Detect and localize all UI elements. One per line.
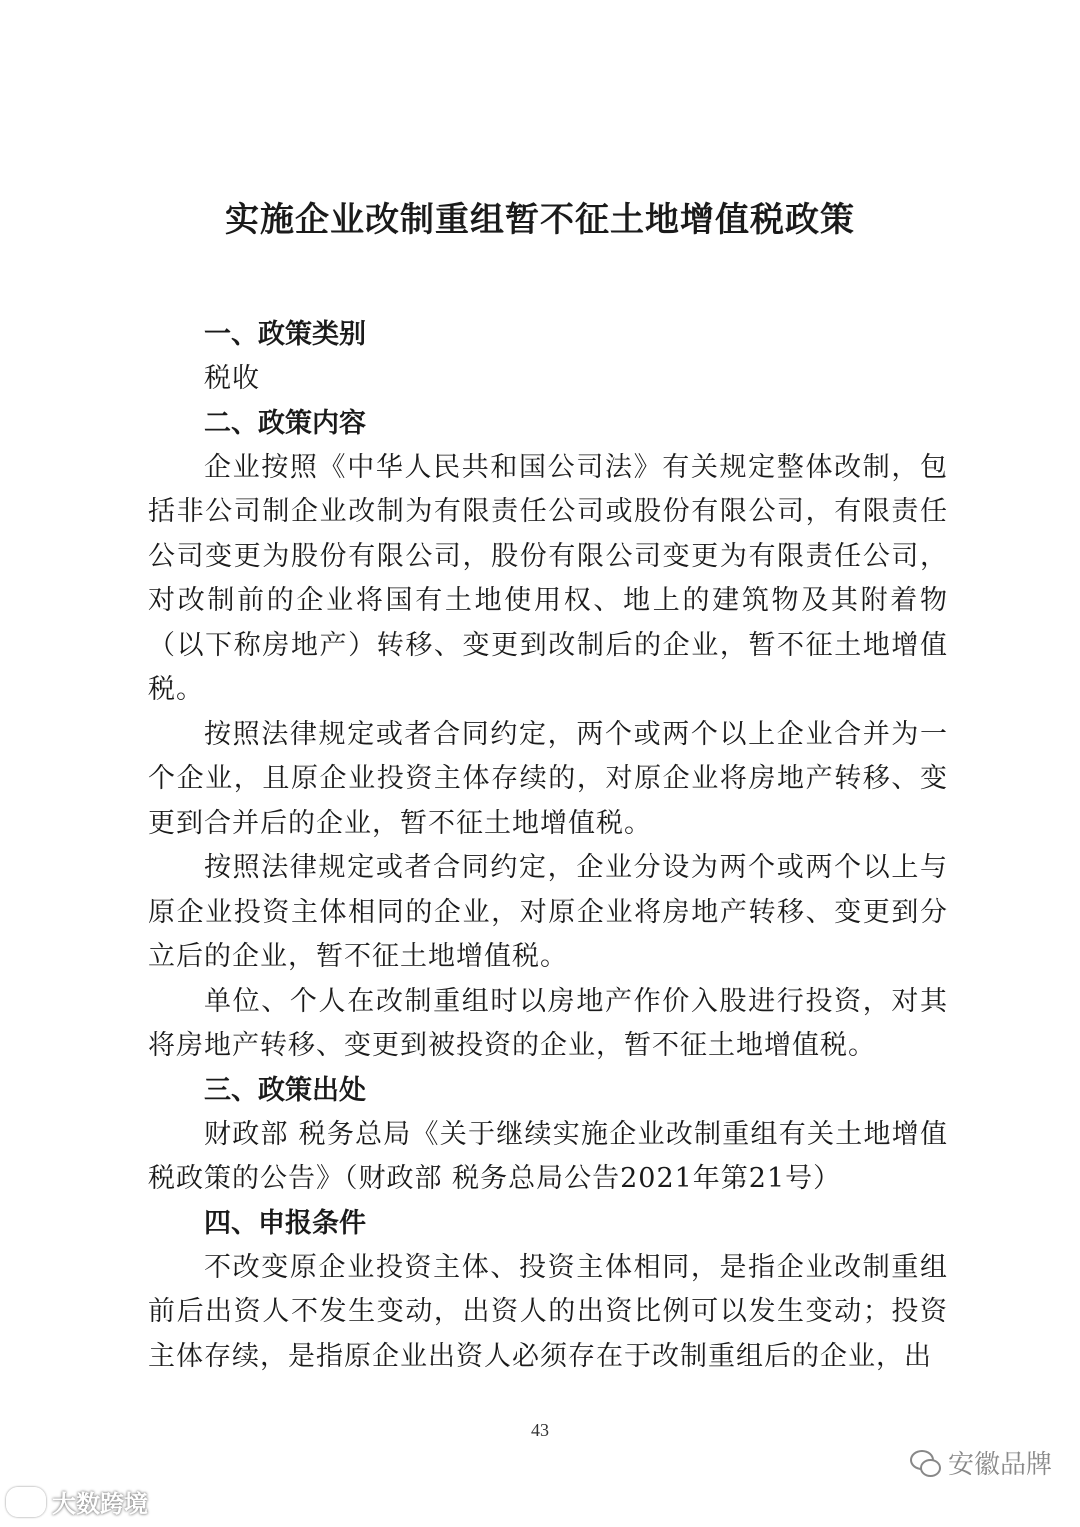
document-body xyxy=(148,313,948,1379)
section-heading: 二、政策内容 xyxy=(204,407,366,439)
document-title: 实施企业改制重组暂不征土地增值税政策 xyxy=(225,200,855,240)
wechat-icon xyxy=(910,1450,940,1476)
page-number: 43 xyxy=(531,1420,549,1440)
logo-icon xyxy=(6,1487,46,1517)
watermark-left xyxy=(6,1484,148,1519)
section-paragraph: 不改变原企业投资主体、投资主体相同，是指企业改制重组前后出资人不发生变动，出资人的出资比例可以发生变动；投资主体存续，是指原企业出资人必须存在于改制重组后的企业，出 xyxy=(148,1251,948,1372)
watermark-right-text: 安徽品牌 xyxy=(947,1450,1052,1480)
section-paragraph: 单位、个人在改制重组时以房地产作价入股进行投资，对其将房地产转移、变更到被投资的企业，暂不征土地增值税。 xyxy=(148,985,948,1061)
section-paragraph: 财政部 税务总局《关于继续实施企业改制重组有关土地增值税政策的公告》（财政部 税务总局公告2021年第21号） xyxy=(148,1118,948,1194)
watermark-left-text: 大数跨境 xyxy=(52,1490,148,1518)
watermark-right xyxy=(910,1444,1052,1481)
section-paragraph: 税收 xyxy=(204,363,260,394)
section-heading: 三、政策出处 xyxy=(204,1074,366,1106)
section-paragraph: 按照法律规定或者合同约定，企业分设为两个或两个以上与原企业投资主体相同的企业，对原企业将房地产转移、变更到分立后的企业，暂不征土地增值税。 xyxy=(148,852,948,972)
section-paragraph: 企业按照《中华人民共和国公司法》有关规定整体改制，包括非公司制企业改制为有限责任公司或股份有限公司，有限责任公司变更为股份有限公司，股份有限公司变更为有限责任公司，对改制前的企业将国有土地使用权、地上的建筑物及其附着物（以下称房地产）转移、变更到改制后的企业，暂不征土地增值税。 xyxy=(148,451,948,705)
section-heading: 一、政策类别 xyxy=(204,319,366,350)
section-paragraph: 按照法律规定或者合同约定，两个或两个以上企业合并为一个企业，且原企业投资主体存续的，对原企业将房地产转移、变更到合并后的企业，暂不征土地增值税。 xyxy=(148,718,948,839)
section-heading: 四、申报条件 xyxy=(204,1207,366,1239)
